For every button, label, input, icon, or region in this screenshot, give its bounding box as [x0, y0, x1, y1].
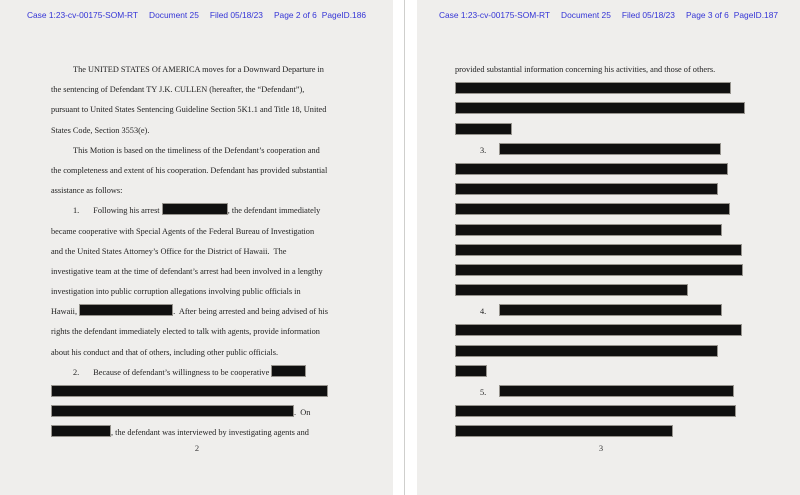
text-line	[455, 161, 750, 181]
text-line	[51, 60, 346, 80]
header-filed-date: Filed 05/18/23	[209, 10, 263, 20]
text-line	[51, 343, 346, 363]
document-page-2	[0, 0, 393, 495]
header-pageid: PageID.186	[321, 10, 367, 20]
redaction-bar	[455, 82, 731, 94]
redaction-bar	[455, 264, 743, 276]
redaction-bar	[455, 365, 487, 377]
text-line	[455, 60, 750, 80]
body-text: about his conduct and that of others, including other public officials.	[51, 347, 279, 357]
body-text: and the United States Attorney’s Office for the District of Hawaii. The	[51, 246, 287, 256]
text-line	[51, 141, 346, 161]
redaction-bar	[51, 405, 294, 417]
redaction-bar	[162, 203, 228, 215]
text-line	[51, 262, 346, 282]
redaction-bar	[455, 324, 742, 336]
text-line	[455, 403, 750, 423]
body-text: the completeness and extent of his cooperation. Defendant has provided substantial	[51, 165, 328, 175]
text-line	[51, 100, 346, 120]
redaction-bar	[455, 284, 688, 296]
redaction-bar	[455, 163, 728, 175]
body-text: rights the defendant immediately elected to talk with agents, provide information	[51, 327, 320, 337]
ecf-stamp-header	[0, 10, 393, 20]
body-text: 4.	[480, 307, 487, 317]
body-text: provided substantial information concerning his activities, and those of others.	[455, 65, 716, 74]
page-number: 3	[598, 443, 604, 453]
text-line	[455, 262, 750, 282]
text-line	[51, 403, 346, 423]
text-line	[51, 80, 346, 100]
text-line	[455, 141, 750, 161]
document-page-3	[417, 0, 800, 495]
body-text: 1.	[73, 206, 80, 216]
header-document-number: Document 25	[149, 10, 199, 20]
page-gap-divider	[404, 0, 405, 495]
header-case-number: Case 1:23-cv-00175-SOM-RT	[26, 10, 139, 20]
text-line	[51, 282, 346, 302]
body-text: investigation into public corruption allegations involving public officials in	[51, 287, 301, 297]
redaction-bar	[455, 405, 736, 417]
text-line	[51, 302, 346, 322]
redaction-bar	[499, 304, 722, 316]
text-line	[455, 100, 750, 120]
body-text: investigative team at the time of defendant’s arrest had been involved in a lengthy	[51, 266, 323, 276]
text-line	[455, 201, 750, 221]
redaction-bar	[499, 385, 734, 397]
text-line	[455, 282, 750, 302]
body-text: 3.	[480, 145, 487, 155]
body-text: pursuant to United States Sentencing Guideline Section 5K1.1 and Title 18, United	[51, 105, 327, 115]
redaction-bar	[455, 244, 742, 256]
body-text: , the defendant was interviewed by investigating agents and	[111, 428, 309, 438]
text-line	[51, 181, 346, 201]
redaction-bar	[455, 425, 673, 437]
redaction-bar	[455, 123, 512, 135]
body-text: became cooperative with Special Agents of the Federal Bureau of Investigation	[51, 226, 315, 236]
text-line	[455, 423, 750, 443]
body-text: Following his arrest	[93, 206, 162, 216]
redaction-bar	[455, 224, 722, 236]
body-text: 5.	[480, 388, 487, 397]
text-line	[51, 201, 346, 221]
text-line	[51, 363, 346, 383]
page-number: 2	[194, 443, 200, 453]
header-page-count: Page 2 of 6	[273, 10, 317, 20]
redaction-bar	[455, 183, 718, 195]
body-text: Hawaii,	[51, 307, 80, 317]
body-text: the sentencing of Defendant TY J.K. CULLEN (hereafter, the “Defendant”),	[51, 85, 305, 95]
redaction-bar	[79, 304, 173, 316]
body-text: . After being arrested and being advised of his	[173, 307, 328, 317]
text-line	[455, 222, 750, 242]
text-line	[51, 161, 346, 181]
body-text: assistance as follows:	[51, 186, 123, 196]
redaction-bar	[271, 365, 306, 377]
ecf-stamp-header	[417, 10, 800, 20]
text-line	[455, 343, 750, 363]
page-body	[455, 60, 750, 444]
redaction-bar	[51, 425, 111, 437]
text-line	[455, 80, 750, 100]
text-line	[51, 242, 346, 262]
text-line	[51, 322, 346, 342]
header-document-number: Document 25	[561, 10, 611, 20]
body-text: . On	[294, 408, 311, 418]
body-text: Because of defendant’s willingness to be cooperative	[93, 367, 272, 377]
text-line	[455, 363, 750, 383]
text-line	[51, 121, 346, 141]
text-line	[455, 242, 750, 262]
body-text: The UNITED STATES Of AMERICA moves for a Downward Departure in	[73, 65, 324, 74]
text-line	[455, 121, 750, 141]
redaction-bar	[455, 102, 745, 114]
text-line	[455, 302, 750, 322]
redaction-bar	[51, 385, 328, 397]
header-case-number: Case 1:23-cv-00175-SOM-RT	[438, 10, 551, 20]
redaction-bar	[499, 143, 721, 155]
text-line	[51, 423, 346, 443]
text-line	[51, 222, 346, 242]
header-page-count: Page 3 of 6	[685, 10, 729, 20]
body-text: , the defendant immediately	[227, 206, 321, 216]
body-text: 2.	[73, 367, 80, 377]
page-body	[51, 60, 346, 444]
text-line	[455, 322, 750, 342]
redaction-bar	[455, 203, 730, 215]
redaction-bar	[455, 345, 718, 357]
text-line	[455, 181, 750, 201]
header-pageid: PageID.187	[733, 10, 779, 20]
header-filed-date: Filed 05/18/23	[621, 10, 675, 20]
text-line	[51, 383, 346, 403]
text-line	[455, 383, 750, 403]
body-text: This Motion is based on the timeliness of the Defendant’s cooperation and	[73, 145, 320, 155]
body-text: States Code, Section 3553(e).	[51, 125, 150, 135]
